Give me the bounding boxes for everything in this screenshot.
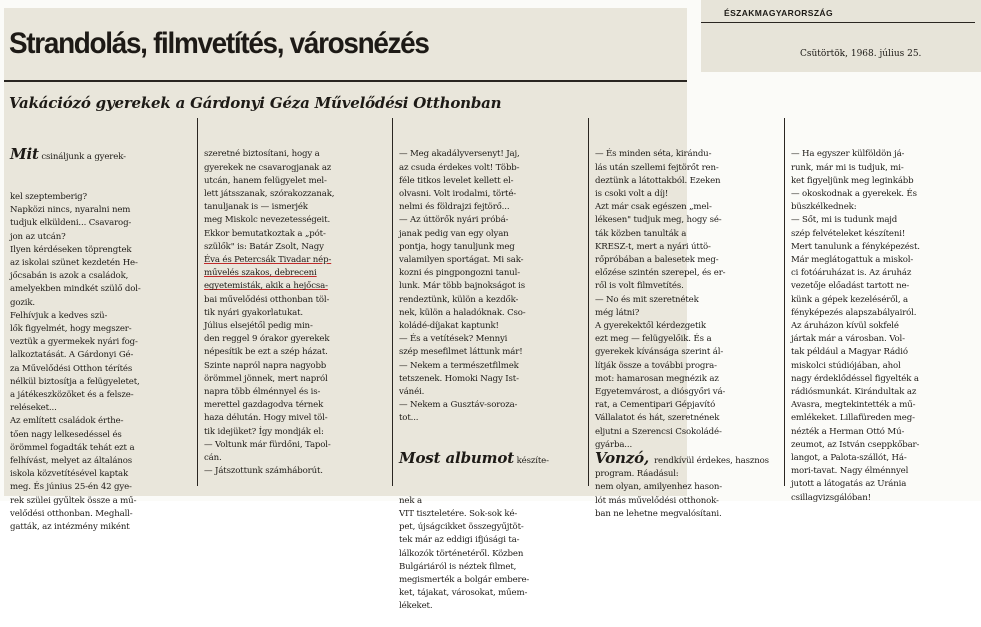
text-line: tot... — [399, 413, 419, 424]
text-line: tik nyári gyakorlatukat. — [204, 307, 303, 318]
text-line: — Voltunk már fürdőni, Tapol- — [204, 439, 331, 450]
text-line: jőcsabán is azok a családok, — [10, 271, 129, 282]
masthead-date: Csütörtök, 1968. július 25. — [800, 49, 922, 59]
text-line: zeumot, az István cseppkőbar- — [791, 439, 920, 450]
text-line: olvasni. Volt irodalmi, törté- — [399, 189, 517, 200]
text-line: deztünk a látottakból. Ezeken — [595, 175, 721, 186]
text-line: rendeztünk, külön a kezdők- — [399, 294, 519, 305]
text-line: mot: hamarosan megnézik az — [595, 373, 719, 384]
masthead-rule — [701, 22, 975, 23]
text-line: haza délután. Hogy mivel töl- — [204, 413, 328, 424]
article-column-5 — [791, 122, 979, 503]
text-line: kel szeptemberig? — [10, 192, 87, 203]
column-2-lines — [204, 148, 390, 478]
text-line: meg. És június 25-én 42 gye- — [10, 482, 132, 493]
text-line: tudjuk elküldeni... Csavarog- — [10, 218, 132, 229]
text-line: Július elsejétől pedig min- — [204, 321, 313, 332]
text-line: vezetője előadást tartott ne- — [791, 281, 910, 292]
text-line: — És minden séta, kirándu- — [595, 149, 712, 160]
text-line: tetszenek. Homoki Nagy Ist- — [399, 373, 519, 384]
text-line: szülők" is: Batár Zsolt, Nagy — [204, 241, 324, 252]
text-line: — Az úttörők nyári próbá- — [399, 215, 509, 226]
text-line: Napközi nincs, nyaralni nem — [10, 205, 131, 216]
subtitle: Vakációzó gyerekek a Gárdonyi Géza Művelődési Otthonban — [9, 94, 502, 112]
text-line: lót más művelődési otthonok- — [595, 495, 719, 506]
text-line: — Nekem a természetfilmek — [399, 360, 519, 371]
text-line: Szinte napról napra nagyobb — [204, 360, 327, 371]
text-line: az csuda érdekes volt! Több- — [399, 162, 520, 173]
text-line: runk, már mi is tudjuk, mi- — [791, 162, 904, 173]
text-line: vánéi. — [399, 387, 425, 398]
article-column-1 — [10, 122, 194, 533]
column-1-first-line — [10, 145, 194, 164]
text-line: Mert tanulunk a fényképezést. — [791, 241, 920, 252]
text-line: ket figyeljünk meg leginkább — [791, 175, 914, 186]
text-line: rek szülei gyűltek össze a mű- — [10, 495, 137, 506]
text-line: Az említett családok érthe- — [10, 416, 124, 427]
text-line: egyetemisták, akik a hejőcsa- — [204, 281, 328, 292]
headline-rule — [4, 80, 687, 82]
text-line: szép mesefilmet láttunk már! — [399, 347, 523, 358]
text-line: lálkozók történetéről. Közben — [399, 548, 524, 559]
text-line: tak például a Magyar Rádió — [791, 347, 908, 358]
text-line: koládé-díjakat kaptunk! — [399, 321, 499, 332]
text-line: nek, külön a haladóknak. Cso- — [399, 307, 526, 318]
text-line: lunk. Már több bajnokságot is — [399, 281, 526, 292]
text-line: VIT tiszteletére. Sok-sok ké- — [399, 508, 518, 519]
column-divider-1 — [197, 118, 198, 486]
text-line: — Nekem a Gusztáv-soroza- — [399, 400, 518, 411]
text-line: mori-tavat. Nagy élménnyel — [791, 466, 909, 477]
text-line: megismerték a bolgár embere- — [399, 574, 530, 585]
text-line-tail: rendkívül érdekes, hasznos — [654, 456, 769, 467]
text-line: gyerekek kívánsága szerint ál- — [595, 347, 724, 358]
text-line: veztük a gyermekek nyári fog- — [10, 337, 138, 348]
text-line: merettel gazdagodva térnek — [204, 400, 324, 411]
subhead-vonzo: Vonzó, — [595, 449, 655, 468]
text-line: — okoskodnak a gyerekek. És — [791, 189, 917, 200]
text-line: Vállalatot és hát, szeretnének — [595, 413, 720, 424]
text-line: Ilyen kérdéseken töprengtek — [10, 244, 132, 255]
text-line: utcán, hanem felügyelet mel- — [204, 175, 327, 186]
text-line: iskola közvetítésével kaptak — [10, 469, 129, 480]
subhead-most-albumot-tail: készíte- — [514, 456, 549, 467]
text-line: rat, a Cementipari Gépjavító — [595, 400, 716, 411]
column-1-first-line-text: csináljunk a gyerek- — [38, 152, 126, 163]
text-line: Az áruházon kívül sokfelé — [791, 321, 899, 332]
column-3-lines — [399, 148, 586, 425]
text-line: den reggel 9 órakor gyerekek — [204, 334, 330, 345]
text-line: ket, tájakat, városokat, műem- — [399, 588, 528, 599]
text-line: nélkül biztosítja a felügyeletet, — [10, 376, 140, 387]
text-line: cán. — [204, 453, 222, 464]
text-line: nagy érdeklődéssel figyelték a — [791, 373, 919, 384]
text-line: amelyekben mindkét szülő dol- — [10, 284, 141, 295]
text-line: — Játszottunk számháborút. — [204, 466, 323, 477]
text-line: örömmel fogadták tehát ezt a — [10, 442, 135, 453]
text-line: lett játsszanak, szórakozzanak, — [204, 189, 335, 200]
text-line: nem olyan, amilyenhez hason- — [595, 482, 723, 493]
text-line: Felhívjuk a kedves szü- — [10, 310, 108, 321]
headline: Strandolás, filmvetítés, városnézés — [9, 27, 429, 60]
text-line: az iskolai szünet kezdetén He- — [10, 258, 138, 269]
text-line: szeretné biztosítani, hogy a — [204, 149, 320, 160]
text-line: lékeket. — [399, 601, 433, 612]
column-3-lines-continued — [399, 495, 586, 614]
text-line: nézték a Herman Ottó Mú- — [791, 426, 905, 437]
text-line: za Művelődési Otthon térítés — [10, 363, 133, 374]
text-line: lás után szellemi fejtörőt ren- — [595, 162, 719, 173]
text-line: bai művelődési otthonban töl- — [204, 294, 330, 305]
text-line: jártak már a városban. Vol- — [791, 334, 905, 345]
text-line: meg Miskolc nevezetességeit. — [204, 215, 331, 226]
text-line: ről is volt filmvetítés. — [595, 281, 684, 292]
text-line: janak pedig van egy olyan — [399, 228, 509, 239]
text-line: Éva és Petercsák Tivadar nép- — [204, 255, 332, 266]
text-line: is csoki volt a díj! — [595, 189, 669, 200]
text-line: valamilyen sportágat. Mi sak- — [399, 255, 524, 266]
text-line: büszkélkednek: — [791, 202, 857, 213]
text-line: Már meglátogattuk a miskol- — [791, 255, 914, 266]
column-divider-4 — [784, 118, 785, 486]
text-line: künk a gépek kezeléséről, a — [791, 294, 908, 305]
text-line: örömmel jönnek, mert napról — [204, 373, 328, 384]
text-line: napra több élménnyel és is- — [204, 387, 321, 398]
text-line: nelmi és földrajzi fejtörő... — [399, 202, 510, 213]
text-line: lalkoztatását. A Gárdonyi Gé- — [10, 350, 134, 361]
article-column-3 — [399, 122, 586, 612]
text-line: pontja, hogy tanuljunk meg — [399, 241, 515, 252]
text-line: lítják össze a további progra- — [595, 360, 717, 371]
text-line: Egyetemvárost, a diósgyőri vá- — [595, 387, 726, 398]
text-line: még látni? — [595, 307, 640, 318]
text-line: népesítik be ezt a szép házat. — [204, 347, 328, 358]
text-line: tanuljanak is — ismerjék — [204, 202, 308, 213]
article-column-2 — [204, 122, 390, 494]
column-5-lines — [791, 148, 979, 504]
text-line: lők figyelmét, hogy megszer- — [10, 324, 132, 335]
text-line: ták közben tanulták a — [595, 228, 687, 239]
text-line: Ekkor bemutatkoztak a „pót- — [204, 228, 326, 239]
text-line: velődési otthonban. Meghall- — [10, 508, 133, 519]
text-line: tően nagy lelkesedéssel és — [10, 429, 122, 440]
column-divider-3 — [588, 118, 589, 486]
column-3-subhead-line — [399, 449, 586, 468]
text-line: Bulgáriáról is néztek filmet, — [399, 561, 517, 572]
column-1-lines — [10, 191, 194, 534]
text-line: — No és mit szeretnétek — [595, 294, 699, 305]
text-line: eljutni a Szerencsi Csokoládé- — [595, 426, 722, 437]
article-column-4 — [595, 122, 783, 519]
text-line: tek már az eddigi ifjúsági ta- — [399, 535, 520, 546]
lead-word: Mit — [10, 145, 39, 164]
text-line: rőpróbában a balesetek meg- — [595, 255, 719, 266]
text-line: pet, újságcikket összegyűjtöt- — [399, 522, 524, 533]
text-line: nek a — [399, 495, 422, 506]
text-line: féle titkos levelet kellett el- — [399, 175, 514, 186]
text-line: művelés szakos, debreceni — [204, 268, 317, 279]
text-line: — Meg akadályversenyt! Jaj, — [399, 149, 520, 160]
text-line: ezt meg — felügyelőik. És a — [595, 334, 712, 345]
text-line: csillagvizsgálóban! — [791, 492, 871, 503]
text-line: kozni és pingpongozni tanul- — [399, 268, 520, 279]
column-divider-2 — [392, 118, 393, 486]
text-line: emlékeket. Lillafüreden meg- — [791, 413, 915, 424]
text-line: miskolci stúdiójában, ahol — [791, 360, 901, 371]
text-line: jutott a látogatás az Uránia — [791, 479, 907, 490]
text-line: a játékeszközöket és a felsze- — [10, 390, 134, 401]
text-line: ci fotóáruházat is. Az áruház — [791, 268, 912, 279]
text-line: program. Ráadásul: — [595, 469, 679, 480]
text-line: KRESZ-t, mert a nyári úttö- — [595, 241, 711, 252]
text-line: előzése szintén szerepel, és er- — [595, 268, 726, 279]
text-line: gyerekek ne csavarogjanak az — [204, 162, 332, 173]
text-line: ban ne lehetne megvalósítani. — [595, 508, 722, 519]
text-line: Azt már csak egészen „mel- — [595, 202, 712, 213]
text-line: — Sőt, mi is tudunk majd — [791, 215, 898, 226]
text-line: lékesen" tudjuk meg, hogy sé- — [595, 215, 722, 226]
text-line — [595, 449, 783, 468]
subhead-most-albumot: Most albumot — [399, 449, 515, 468]
text-line: fényképezés alapszabályairól. — [791, 307, 917, 318]
column-4-lines — [595, 148, 783, 521]
masthead-name: ÉSZAKMAGYARORSZÁG — [724, 8, 833, 18]
text-line: langot, a Palota-szállót, Há- — [791, 453, 907, 464]
text-line: A gyerekektől kérdezgetik — [595, 321, 706, 332]
text-line: jon az utcán? — [10, 231, 66, 242]
text-line: reléseket... — [10, 403, 57, 414]
text-line: tik idejüket? Így mondják el: — [204, 426, 324, 437]
text-line: — Ha egyszer külföldön já- — [791, 149, 905, 160]
text-line: rádiósmunkát. Kirándultak az — [791, 387, 917, 398]
text-line: Avasra, megtekintették a mű- — [791, 400, 916, 411]
text-line: gyárba... — [595, 439, 633, 450]
text-line: szép felvételeket készíteni! — [791, 228, 906, 239]
text-line: felhívást, melyet az általános — [10, 456, 133, 467]
text-line: gozik. — [10, 297, 35, 308]
text-line: gatták, az intézmény miként — [10, 522, 130, 533]
text-line: — És a vetítések? Mennyi — [399, 334, 508, 345]
